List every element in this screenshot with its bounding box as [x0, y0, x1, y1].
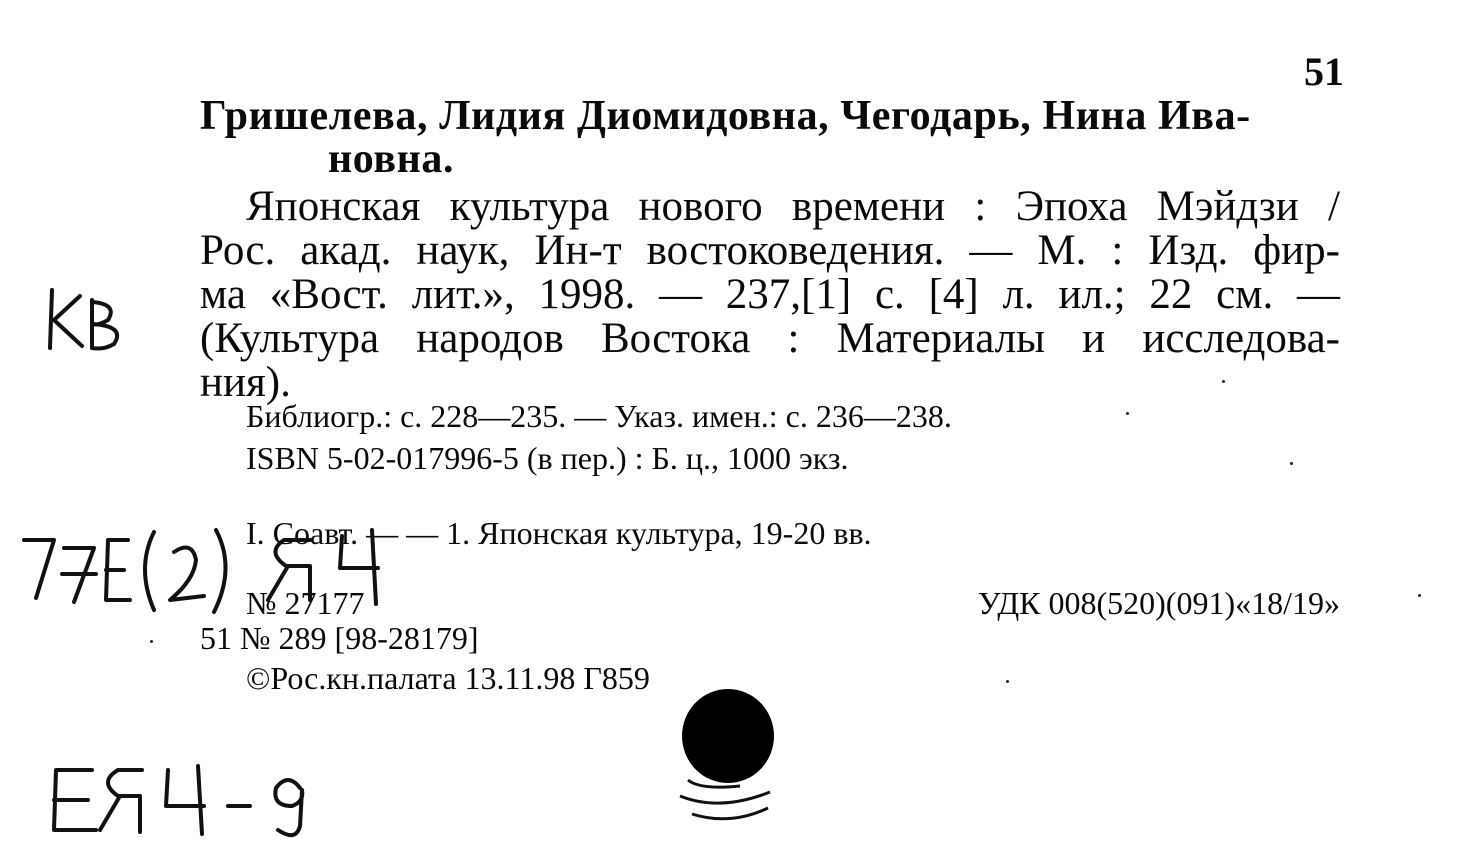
- registration-number: № 27177: [246, 585, 365, 621]
- series-line: (Культура народов Востока : Материалы и исследова-: [200, 315, 1340, 362]
- paper-speck: [1290, 462, 1293, 465]
- page-number: 51: [1304, 49, 1344, 94]
- imprint-line: ма «Вост. лит.», 1998. — 237,[1] с. [4] л. ил.; 22 см. —: [200, 271, 1340, 318]
- handwritten-bottom-code: [54, 766, 302, 835]
- title-line: Японская культура нового времени : Эпоха Мэйдзи /: [246, 183, 1340, 230]
- paper-speck: [1006, 680, 1009, 683]
- handwritten-shelf-code: [24, 530, 378, 612]
- publisher-line: Рос. акад. наук, Ин-т востоковедения. — М. : Изд. фир-: [200, 227, 1340, 274]
- paper-speck: [1418, 594, 1421, 597]
- bibliography-note: Библиогр.: с. 228—235. — Указ. имен.: с. 236—238.: [246, 398, 952, 434]
- subject-tracing: I. Соавт. — — 1. Японская культура, 19-20 вв.: [246, 515, 872, 551]
- record-number: 51 № 289 [98-28179]: [200, 620, 479, 656]
- paper-speck: [1222, 380, 1225, 383]
- copyright-line: ©Рос.кн.палата 13.11.98 Г859: [246, 660, 650, 696]
- author-heading-continuation: новна.: [328, 136, 455, 182]
- isbn-note: ISBN 5-02-017996-5 (в пер.) : Б. ц., 1000 экз.: [246, 440, 849, 476]
- paper-speck: [1126, 412, 1129, 415]
- paper-speck: [150, 640, 153, 643]
- author-heading: Гришелева, Лидия Диомидовна, Чегодарь, Нина Ива-: [200, 93, 1251, 139]
- series-line-end: ния).: [200, 359, 291, 406]
- udc-code: УДК 008(520)(091)«18/19»: [977, 585, 1340, 621]
- punch-hole: [680, 689, 774, 819]
- handwritten-kv-mark: [50, 290, 117, 349]
